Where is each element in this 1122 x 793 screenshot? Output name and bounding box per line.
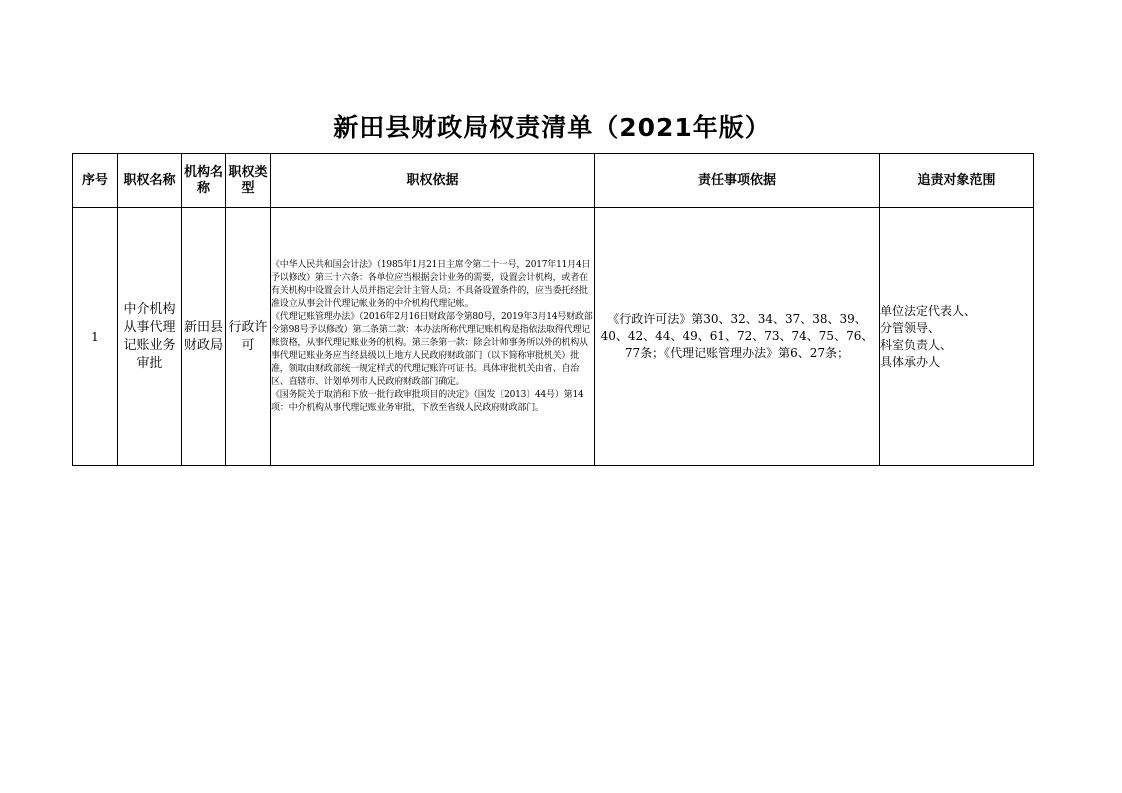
header-seq: 序号 [73, 154, 118, 208]
header-power-basis: 职权依据 [271, 154, 595, 208]
header-accountability-scope: 追责对象范围 [880, 154, 1034, 208]
accountability-item: 分管领导、 [880, 320, 941, 335]
basis-paragraph: 《代理记账管理办法》（2016年2月16日财政部令第80号，2019年3月14号财政部令第98号予以修改）第二条第二款：本办法所称代理记账机构是指依法取得代理记账资格，从事代理记账业务的机构。第三条第一款：除会计师事务所以外的机构从事代理记账业务应当经县级以上地方人民政府财政部门（以下简称审批机关）批准，领取由财政部统一规定样式的代理记账许可证书。具体审批机关由省、自治区、直辖市、计划单列市人民政府财政部门确定。 [271, 311, 593, 387]
accountability-item: 科室负责人、 [880, 337, 953, 352]
cell-accountability-scope [880, 208, 1034, 466]
cell-power-basis [271, 208, 595, 466]
accountability-item: 具体承办人 [880, 354, 941, 369]
header-power-name: 职权名称 [118, 154, 182, 208]
header-responsibility-basis: 责任事项依据 [595, 154, 880, 208]
header-row [73, 154, 1034, 208]
basis-paragraph: 《国务院关于取消和下放一批行政审批项目的决定》（国发〔2013〕44号）第14项：中介机构从事代理记账业务审批，下放至省级人民政府财政部门。 [271, 389, 584, 413]
table-row [73, 208, 1034, 466]
accountability-item: 单位法定代表人、 [880, 303, 977, 318]
cell-responsibility-basis: 《行政许可法》第30、32、34、37、38、39、40、42、44、49、61、72、73、74、75、76、77条；《代理记账管理办法》第6、27条； [595, 208, 880, 466]
basis-paragraph: 《中华人民共和国会计法》（1985年1月21日主席令第二十一号，2017年11月4日予以修改）第三十六条：各单位应当根据会计业务的需要，设置会计机构，或者在有关机构中设置会计人员并指定会计主管人员；不具备设置条件的，应当委托经批准设立从事会计代理记帐业务的中介机构代理记帐。 [271, 259, 591, 309]
cell-org-name: 新田县财政局 [182, 208, 226, 466]
header-power-type: 职权类型 [226, 154, 271, 208]
duty-list-table [72, 153, 1034, 466]
cell-seq: 1 [73, 208, 118, 466]
page-title: 新田县财政局权责清单（2021年版） [333, 113, 771, 142]
cell-power-type: 行政许可 [226, 208, 271, 466]
cell-power-name: 中介机构从事代理记账业务审批 [118, 208, 182, 466]
header-org-name: 机构名称 [182, 154, 226, 208]
